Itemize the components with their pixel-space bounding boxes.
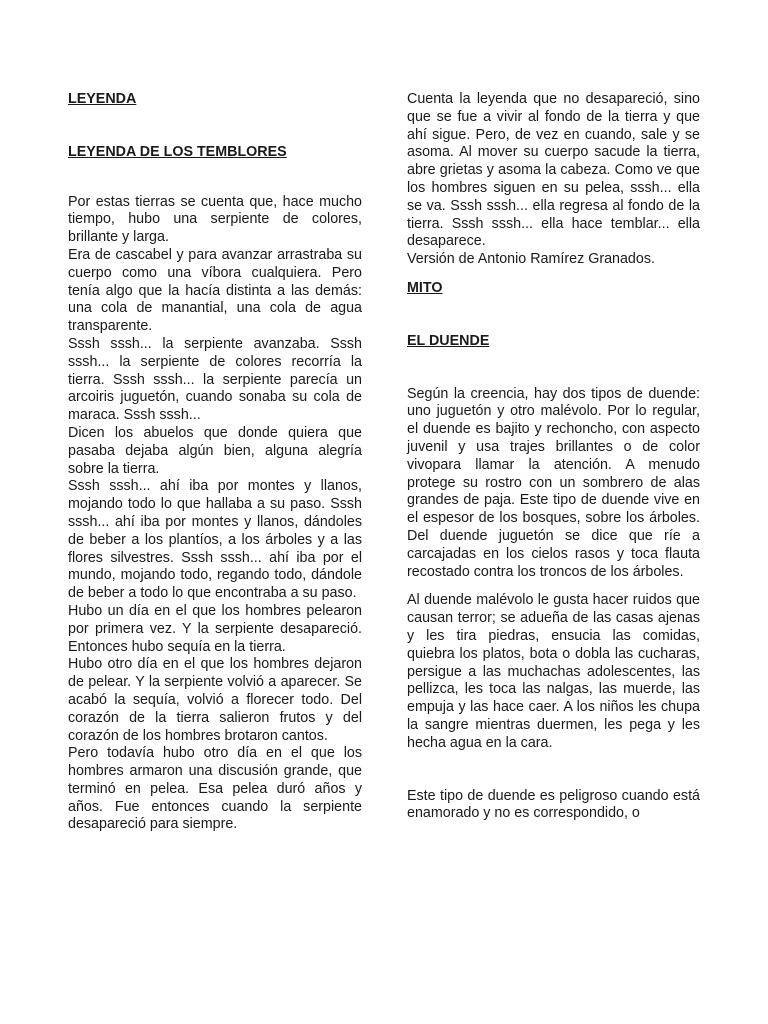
paragraph: Pero todavía hubo otro día en el que los hombres armaron una discusión grande, que terminó en pelea. Esa pelea duró años y años. Fue entonces cuando la serpiente desapareció para siempre. [68, 745, 362, 833]
paragraph: Por estas tierras se cuenta que, hace mucho tiempo, hubo una serpiente de colores, brillante y larga. [68, 193, 362, 246]
paragraph: Hubo otro día en el que los hombres dejaron de pelear. Y la serpiente volvió a aparecer. Se acabó la sequía, volvió a florecer todo. Del corazón de la tierra salieron frutos y del corazón de los hombres brotaron cantos. [68, 656, 362, 744]
paragraph: Sssh sssh... la serpiente avanzaba. Sssh sssh... la serpiente de colores recorría la tierra. Sssh sssh... la serpiente parecía un arcoiris juguetón, cuando sonaba su cola de maraca. Sssh sssh... [68, 335, 362, 424]
section-heading-leyenda: LEYENDA [68, 91, 137, 107]
story-title-duende: EL DUENDE [407, 332, 490, 349]
paragraph: Cuenta la leyenda que no desapareció, sino que se fue a vivir al fondo de la tierra y que ahí sigue. Pero, de vez en cuando, sale y se asoma. Al mover su cuerpo sacude la tierra, abre grietas y asoma la cabeza. Como ve que los hombres siguen en su pelea, sssh... ella se va. Sssh sssh... ella regresa al fondo de la tierra. Sssh sssh... ella hace temblar... ella desaparece. [407, 91, 700, 250]
paragraph: Hubo un día en el que los hombres pelearon por primera vez. Y la serpiente desapareció. Entonces hubo sequía en la tierra. [68, 602, 362, 655]
section-heading-mito: MITO [407, 279, 443, 296]
paragraph: Este tipo de duende es peligroso cuando está enamorado y no es correspondido, o [407, 787, 700, 822]
paragraph: Según la creencia, hay dos tipos de duende: uno juguetón y otro malévolo. Por lo regular, el duende es bajito y rechoncho, con aspecto juvenil y usa trajes brillantes o de color vivopara llamar la atención. A menudo protege su rostro con un sombrero de alas grandes de paja. Este tipo de duende vive en el espesor de los bosques, sobre los árboles. Del duende juguetón se dice que ríe a carcajadas en los cielos rasos y toca flauta recostado contra los troncos de los árboles. [407, 385, 700, 580]
paragraph: Dicen los abuelos que donde quiera que pasaba dejaba algún bien, alguna alegría sobre la tierra. [68, 424, 362, 477]
paragraph: Era de cascabel y para avanzar arrastraba su cuerpo como una víbora cualquiera. Pero tenía algo que la hacía distinta a las demás: una cola de manantial, una cola de agua transparente. [68, 246, 362, 335]
right-column [407, 91, 700, 823]
paragraph: Al duende malévolo le gusta hacer ruidos que causan terror; se adueña de las casas ajenas y les tira piedras, ensucia las comidas, quiebra los platos, bota o dobla las cucharas, persigue a las muchachas adolescentes, las pellizca, les toca las nalgas, las muerde, las empuja y las hace caer. A los niños les chupa la sangre mientras duermen, les pega y les hecha agua en la cara. [407, 592, 700, 751]
left-column [68, 91, 362, 834]
version-credit: Versión de Antonio Ramírez Granados. [407, 251, 655, 268]
paragraph: Sssh sssh... ahí iba por montes y llanos, mojando todo lo que hallaba a su paso. Sssh sssh... ahí iba por montes y llanos, dándoles de beber a los plantíos, a los árboles y a las flores silvestres. Sssh sssh... ahí iba por el mundo, mojando todo, regando todo, dándole de beber a todo lo que encontraba a su paso. [68, 478, 362, 602]
story-title-temblores: LEYENDA DE LOS TEMBLORES [68, 143, 287, 160]
